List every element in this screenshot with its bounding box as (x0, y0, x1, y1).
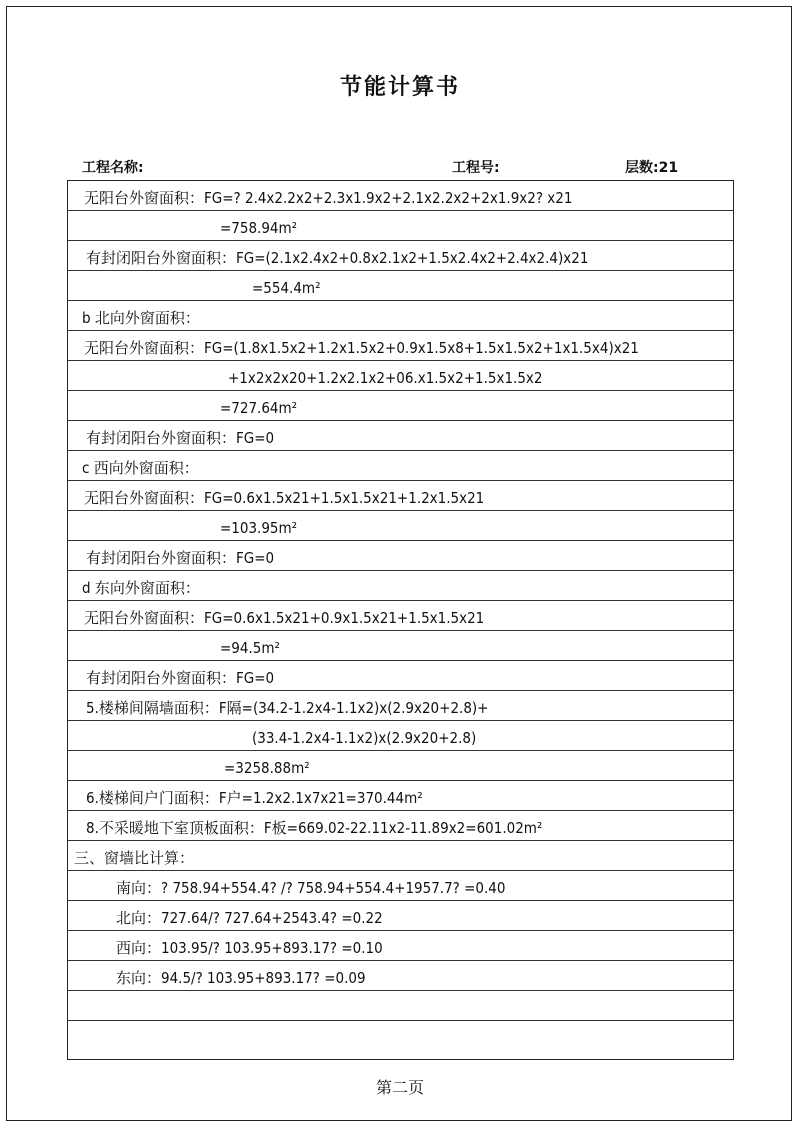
table-row (68, 361, 733, 391)
row-text: =3258.88m² (224, 759, 310, 777)
table-row (68, 781, 733, 811)
table-row (68, 451, 733, 481)
row-text: 北向：727.64/? 727.64+2543.4? =0.22 (116, 909, 383, 927)
table-row (68, 631, 733, 661)
row-text: =103.95m² (220, 519, 298, 537)
row-text: d 东向外窗面积： (82, 579, 200, 597)
table-row (68, 1021, 733, 1051)
table-row (68, 271, 733, 301)
table-row (68, 841, 733, 871)
table-row (68, 751, 733, 781)
row-text: (33.4-1.2x4-1.1x2)x(2.9x20+2.8) (252, 729, 477, 747)
row-text: 东向：94.5/? 103.95+893.17? =0.09 (116, 969, 366, 987)
document-title: 节能计算书 (339, 75, 460, 100)
page-number: 第二页 (375, 1078, 424, 1097)
table-row (68, 391, 733, 421)
row-text: 有封闭阳台外窗面积：FG=(2.1x2.4x2+0.8x2.1x2+1.5x2.4x2+2.4x2.4)x21 (86, 249, 589, 267)
row-text: 三、窗墙比计算： (74, 849, 195, 867)
row-text: 5.楼梯间隔墙面积：F隔=(34.2-1.2x4-1.1x2)x(2.9x20+2.8)+ (86, 699, 489, 717)
table-row (68, 571, 733, 601)
table-row (68, 511, 733, 541)
table-row (68, 931, 733, 961)
table-row (68, 721, 733, 751)
table-row (68, 211, 733, 241)
table-row (68, 421, 733, 451)
row-text: c 西向外窗面积： (82, 459, 199, 477)
row-text: +1x2x2x20+1.2x2.1x2+06.x1.5x2+1.5x1.5x2 (228, 369, 543, 387)
row-text: 南向：? 758.94+554.4? /? 758.94+554.4+1957.7? =0.40 (116, 879, 506, 897)
table-row (68, 661, 733, 691)
row-text: 有封闭阳台外窗面积：FG=0 (86, 429, 275, 447)
row-text: 8.不采暖地下室顶板面积：F板=669.02-22.11x2-11.89x2=601.02m² (86, 819, 543, 837)
table-row (68, 601, 733, 631)
table-row (68, 811, 733, 841)
row-text: 有封闭阳台外窗面积：FG=0 (86, 549, 275, 567)
row-text: 有封闭阳台外窗面积：FG=0 (86, 669, 275, 687)
row-text: 无阳台外窗面积：FG=0.6x1.5x21+1.5x1.5x21+1.2x1.5x21 (84, 489, 485, 507)
row-text: 无阳台外窗面积：FG=0.6x1.5x21+0.9x1.5x21+1.5x1.5x21 (84, 609, 485, 627)
table-row (68, 871, 733, 901)
table-row (68, 331, 733, 361)
table-row (68, 541, 733, 571)
project-name-label: 工程名称: (82, 160, 144, 176)
row-text: b 北向外窗面积： (82, 309, 200, 327)
row-text: 无阳台外窗面积：FG=? 2.4x2.2x2+2.3x1.9x2+2.1x2.2x2+2x1.9x2? x21 (84, 189, 573, 207)
table-row (68, 961, 733, 991)
table-row (68, 481, 733, 511)
table-row (68, 181, 733, 211)
row-text: 西向：103.95/? 103.95+893.17? =0.10 (116, 939, 383, 957)
row-text: 6.楼梯间户门面积：F户=1.2x2.1x7x21=370.44m² (86, 789, 423, 807)
floor-count-label: 层数:21 (625, 160, 679, 176)
table-row (68, 301, 733, 331)
row-text: =94.5m² (220, 639, 280, 657)
row-text: =554.4m² (252, 279, 321, 297)
table-row (68, 691, 733, 721)
project-number-label: 工程号: (452, 160, 500, 176)
calculation-table (67, 180, 734, 1060)
table-row (68, 991, 733, 1021)
table-row (68, 241, 733, 271)
row-text: =758.94m² (220, 219, 298, 237)
row-text: 无阳台外窗面积：FG=(1.8x1.5x2+1.2x1.5x2+0.9x1.5x8+1.5x1.5x2+1x1.5x4)x21 (84, 339, 639, 357)
row-text: =727.64m² (220, 399, 298, 417)
table-row (68, 901, 733, 931)
